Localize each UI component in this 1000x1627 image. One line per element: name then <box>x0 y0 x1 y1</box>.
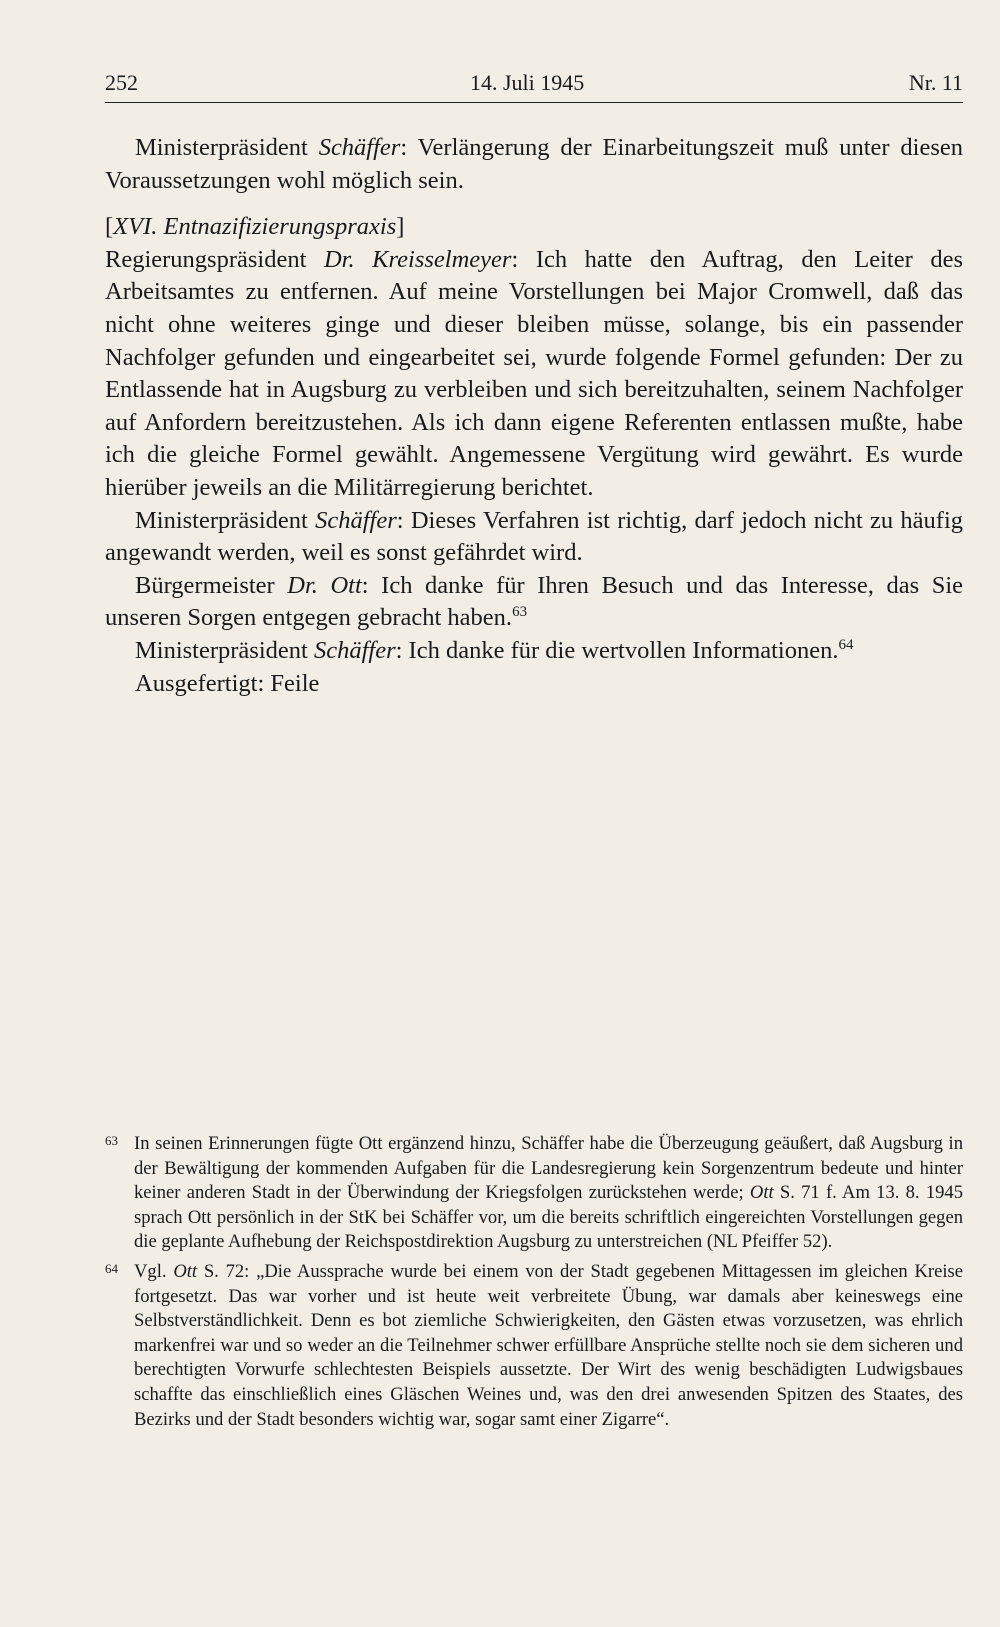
speaker-name: Schäffer <box>318 134 401 161</box>
footnote-number: 63 <box>105 1133 118 1148</box>
footnote-64 <box>105 1260 963 1432</box>
paragraph-text: : Ich danke für die wertvollen Informationen. <box>395 636 839 664</box>
paragraph-ott <box>105 570 963 635</box>
paragraph-schaeffer-3 <box>105 635 963 668</box>
speaker-title: Ministerpräsident <box>135 636 314 664</box>
paragraph-text: : Ich danke für Ihren Besuch und das Interesse, das Sie unseren Sorgen entgegen gebracht haben. <box>105 571 963 632</box>
footnote-text: Vgl. <box>134 1260 174 1282</box>
page-number: 252 <box>105 70 138 95</box>
speaker-title: Ministerpräsident <box>135 134 319 161</box>
header-date: 14. Juli 1945 <box>470 70 585 95</box>
paragraph-schaeffer-1 <box>105 132 963 197</box>
footnote-ref-64[interactable]: 64 <box>838 636 854 653</box>
paragraph-kreisselmeyer <box>105 244 963 505</box>
paragraph-text: : Dieses Verfahren ist richtig, darf jedoch nicht zu häufig angewandt werden, weil es sonst gefährdet wird. <box>105 506 964 567</box>
paragraph-schaeffer-2 <box>105 505 963 570</box>
speaker-name: Dr. Kreisselmeyer <box>323 245 512 273</box>
main-text <box>105 132 963 700</box>
speaker-name: Schäffer <box>313 636 396 664</box>
footnote-number: 64 <box>105 1260 118 1276</box>
speaker-name: Dr. Ott <box>287 571 362 599</box>
bracket-open: [ <box>105 213 114 241</box>
speaker-name: Schäffer <box>315 506 397 534</box>
footnote-source: Ott <box>749 1182 774 1204</box>
footnote-ref-63[interactable]: 63 <box>512 604 528 621</box>
paragraph-ausgefertigt: Ausgefertigt: Feile <box>135 669 320 697</box>
document-number: Nr. 11 <box>908 70 963 95</box>
footnote-text: S. 71 f. Am 13. 8. 1945 sprach Ott persönlich in der StK bei Schäffer vor, um die bereits schriftlich eingereichten Vorstellungen gegen die geplante Aufhebung der Reichspostdirektion Augsburg zu unterstreichen (NL Pfeiffer 52). <box>134 1182 964 1253</box>
footnote-text: In seinen Erinnerungen fügte Ott ergänzend hinzu, Schäffer habe die Überzeugung geäußert, daß Augsburg in der Bewältigung der kommenden Aufgaben für die Landesregierung kein Sorgenzentrum bedeute und hinter keiner anderen Stadt in der Überwindung der Kriegsfolgen zurückstehen werde; <box>134 1133 963 1204</box>
footnote-63 <box>105 1132 963 1255</box>
section-title: XVI. Entnazifizierungspraxis <box>113 213 397 241</box>
speaker-title: Regierungspräsident <box>105 245 324 273</box>
bracket-close: ] <box>396 213 405 241</box>
paragraph-text: : Ich hatte den Auftrag, den Leiter des Arbeitsamtes zu entfernen. Auf meine Vorstellungen bei Major Cromwell, daß das nicht ohne weiteres ginge und dieser bleiben müsse, solange, bis ein passender Nachfolger gefunden und eingearbeitet sei, wurde folgende Formel gefunden: Der zu Entlassende hat in Augsburg zu verbleiben und sich bereitzuhalten, seinem Nachfolger auf Anfordern bereitzustehen. Als ich dann eigene Referenten entlassen mußte, habe ich die gleiche Formel gewählt. Angemessene Vergütung wird gewährt. Es wurde hierüber jeweils an die Militärregierung berichtet. <box>105 245 963 501</box>
speaker-title: Bürgermeister <box>135 571 288 599</box>
footnote-text: S. 72: „Die Aussprache wurde bei einem von der Stadt gegebenen Mittagessen im gleichen Kreise fortgesetzt. Das war vorher und ist heute weit verbreitete Übung, war damals aber keineswegs eine Selbstverständlichkeit. Denn es bot ziemliche Schwierigkeiten, den Gästen etwas vorzusetzen, was ehrlich markenfrei war und so weder an die Teilnehmer schwer erfüllbare Ansprüche stellte noch sie dem sicheren und berechtigten Vorwurfe schlechtesten Beispiels aussetzte. Der Wirt des wenig beschädigten Ludwigsbaues schaffte das einschließlich eines Gläschen Weines und, was den drei anwesenden Spitzen des Staates, des Bezirks und der Stadt besonders wichtig war, sogar samt einer Zigarre“. <box>134 1260 964 1430</box>
section-heading <box>105 211 963 244</box>
footnote-source: Ott <box>173 1260 198 1282</box>
paragraph-text: : Verlängerung der Einarbeitungszeit muß unter diesen Voraussetzungen wohl möglich sein. <box>105 134 963 194</box>
speaker-title: Ministerpräsident <box>135 506 316 534</box>
page-header <box>105 68 963 103</box>
footnotes <box>105 1132 963 1437</box>
